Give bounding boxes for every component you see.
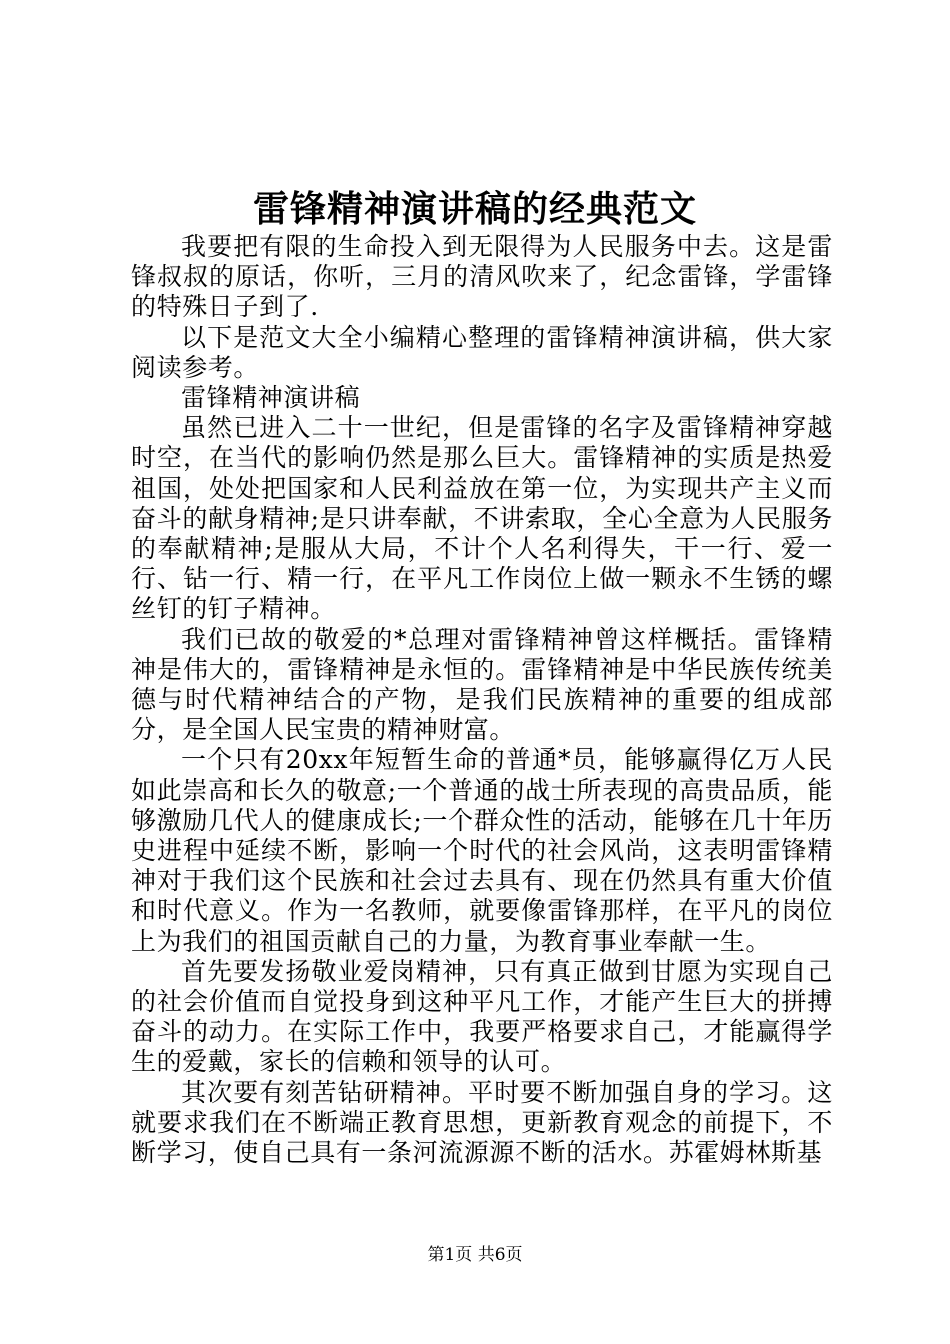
section-heading: 雷锋精神演讲稿 <box>181 383 361 413</box>
paragraph-intro: 我要把有限的生命投入到无限得为人民服务中去。这是雷锋叔叔的原话，你听，三月的清风吹来了，纪念雷锋，学雷锋的特殊日子到了. <box>131 232 833 322</box>
paragraph-dedication: 首先要发扬敬业爱岗精神，只有真正做到甘愿为实现自己的社会价值而自觉投身到这种平凡工作，才能产生巨大的拼搏奋斗的动力。在实际工作中，我要严格要求自己，才能赢得学生的爱戴，家长的信赖和领导的认可。 <box>131 956 833 1077</box>
document-body <box>131 232 833 1168</box>
paragraph-study: 其次要有刻苦钻研精神。平时要不断加强自身的学习。这就要求我们在不断端正教育思想，更新教育观念的前提下，不断学习，使自己具有一条河流源源不断的活水。苏霍姆林斯基 <box>131 1077 833 1168</box>
document-title: 雷锋精神演讲稿的经典范文 <box>252 188 697 230</box>
paragraph-lead: 以下是范文大全小编精心整理的雷锋精神演讲稿，供大家阅读参考。 <box>131 322 833 382</box>
paragraph-significance: 一个只有20xx年短暂生命的普通*员，能够赢得亿万人民如此崇高和长久的敬意;一个普通的战士所表现的高贵品质，能够激励几代人的健康成长;一个群众性的活动，能够在几十年历史进程中延续不断，影响一个时代的社会风尚，这表明雷锋精神对于我们这个民族和社会过去具有、现在仍然具有重大价值和时代意义。作为一名教师，就要像雷锋那样，在平凡的岗位上为我们的祖国贡献自己的力量，为教育事业奉献一生。 <box>131 745 833 956</box>
paragraph-summary: 我们已故的敬爱的*总理对雷锋精神曾这样概括。雷锋精神是伟大的，雷锋精神是永恒的。雷锋精神是中华民族传统美德与时代精神结合的产物，是我们民族精神的重要的组成部分，是全国人民宝贵的精神财富。 <box>131 624 833 745</box>
paragraph-essence: 虽然已进入二十一世纪，但是雷锋的名字及雷锋精神穿越时空，在当代的影响仍然是那么巨大。雷锋精神的实质是热爱祖国，处处把国家和人民利益放在第一位，为实现共产主义而奋斗的献身精神;是只讲奉献，不讲索取，全心全意为人民服务的奉献精神;是服从大局，不计个人名利得失，干一行、爱一行、钻一行、精一行，在平凡工作岗位上做一颗永不生锈的螺丝钉的钉子精神。 <box>131 413 833 624</box>
page-footer: 第1页 共6页 <box>427 1245 523 1265</box>
